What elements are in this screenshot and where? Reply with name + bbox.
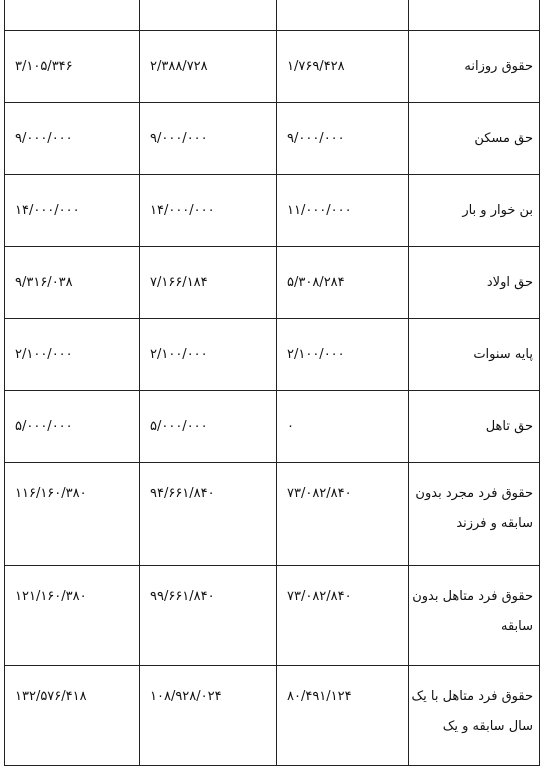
row-label: حق مسکن [409,103,540,175]
value-cell: ۹/۰۰۰/۰۰۰ [5,103,140,175]
value-cell: ۱۴/۰۰۰/۰۰۰ [5,175,140,247]
value-cell: ۲/۱۰۰/۰۰۰ [140,319,277,391]
value-cell: ۱۲۱/۱۶۰/۳۸۰ [5,566,140,666]
table-row [5,175,540,247]
value-cell: ۹۹/۶۶۱/۸۴۰ [140,566,277,666]
row-label: حقوق فرد مجرد بدون سابقه و فرزند [409,463,540,566]
value-cell: ۱۱/۰۰۰/۰۰۰ [277,175,409,247]
salary-table-wrapper [4,0,533,766]
value-cell: ۷/۱۶۶/۱۸۴ [140,247,277,319]
table-row [5,391,540,463]
table-row [5,31,540,103]
value-cell: ۹/۰۰۰/۰۰۰ [277,103,409,175]
table-row [5,319,540,391]
value-cell: ۹۴/۶۶۱/۸۴۰ [140,463,277,566]
salary-table [4,0,540,766]
value-cell: ۱۰۸/۹۲۸/۰۲۴ [140,666,277,766]
value-cell: ۱۳۲/۵۷۶/۴۱۸ [5,666,140,766]
value-cell: ۳/۱۰۵/۳۴۶ [5,31,140,103]
value-cell: ۵/۰۰۰/۰۰۰ [140,391,277,463]
value-cell [277,0,409,31]
table-row [5,247,540,319]
value-cell: ۱/۷۶۹/۴۲۸ [277,31,409,103]
value-cell: ۹/۰۰۰/۰۰۰ [140,103,277,175]
value-cell: ۲/۳۸۸/۷۲۸ [140,31,277,103]
row-label: حقوق فرد متاهل بدون سابقه [409,566,540,666]
value-cell: ۱۴/۰۰۰/۰۰۰ [140,175,277,247]
value-cell: ۹/۳۱۶/۰۳۸ [5,247,140,319]
value-cell: ۲/۱۰۰/۰۰۰ [5,319,140,391]
row-label: پایه سنوات [409,319,540,391]
value-cell: ۱۱۶/۱۶۰/۳۸۰ [5,463,140,566]
table-row [5,463,540,566]
row-label: حق تاهل [409,391,540,463]
table-row [5,666,540,766]
table-row [5,0,540,31]
row-label [409,0,540,31]
value-cell: ۲/۱۰۰/۰۰۰ [277,319,409,391]
value-cell: ۷۳/۰۸۲/۸۴۰ [277,566,409,666]
row-label: حقوق روزانه [409,31,540,103]
row-label: بن خوار و بار [409,175,540,247]
table-row [5,566,540,666]
table-row [5,103,540,175]
value-cell: ۵/۰۰۰/۰۰۰ [5,391,140,463]
value-cell: ۵/۳۰۸/۲۸۴ [277,247,409,319]
value-cell: ۸۰/۴۹۱/۱۲۴ [277,666,409,766]
value-cell [140,0,277,31]
value-cell [5,0,140,31]
row-label: حقوق فرد متاهل با یک سال سابقه و یک [409,666,540,766]
value-cell: ۰ [277,391,409,463]
row-label: حق اولاد [409,247,540,319]
value-cell: ۷۳/۰۸۲/۸۴۰ [277,463,409,566]
